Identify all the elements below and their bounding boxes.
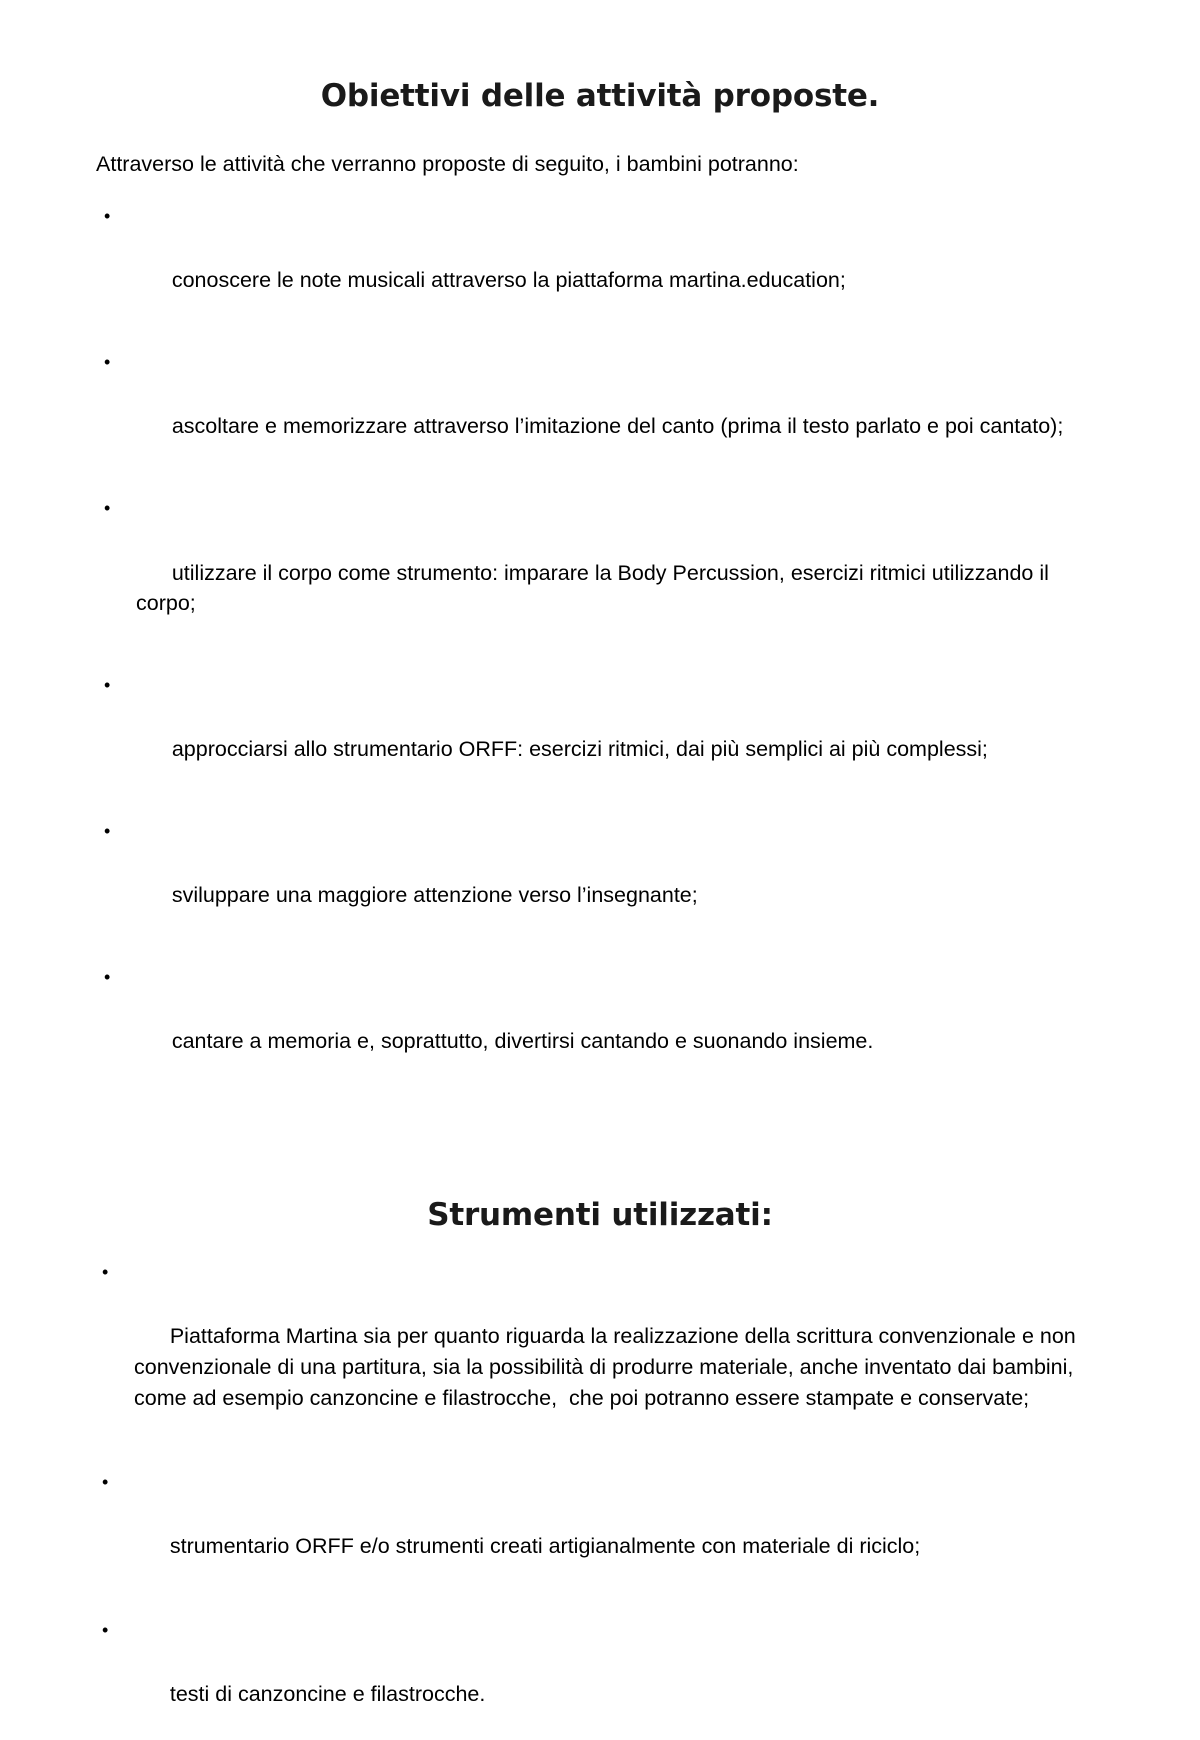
bullet-icon: • [104, 967, 111, 988]
list-item [96, 673, 1104, 795]
list-item-text: ascoltare e memorizzare attraverso l’imitazione del canto (prima il testo parlato e poi cantato); [171, 414, 1064, 439]
list-item [96, 496, 1104, 649]
bullet-icon: • [104, 675, 111, 696]
bullet-icon: • [102, 1619, 109, 1640]
list-item-text: sviluppare una maggiore attenzione verso l’insegnante; [171, 883, 698, 908]
list-item-text: testi di canzoncine e filastrocche. [169, 1681, 486, 1706]
bullet-icon: • [104, 206, 111, 227]
list-item-text: approcciarsi allo strumentario ORFF: esercizi ritmici, dai più semplici ai più complessi; [171, 737, 988, 762]
list-item [96, 1260, 1104, 1443]
bullet-icon: • [102, 1471, 109, 1492]
page-title-objectives: Obiettivi delle attività proposte. [320, 78, 880, 114]
list-item-text: cantare a memoria e, soprattutto, divertirsi cantando e suonando insieme. [171, 1029, 874, 1054]
bullet-icon: • [104, 352, 111, 373]
list-item [96, 350, 1104, 472]
objectives-intro-paragraph: Attraverso le attività che verranno proposte di seguito, i bambini potranno: [96, 152, 799, 177]
bullet-icon: • [104, 821, 111, 842]
list-item [96, 819, 1104, 941]
list-item-text: conoscere le note musicali attraverso la piattaforma martina.education; [171, 268, 846, 293]
list-item [96, 204, 1104, 326]
list-item-text: utilizzare il corpo come strumento: imparare la Body Percussion, esercizi ritmici utilizzando il corpo; [136, 560, 1055, 616]
page-title-instruments: Strumenti utilizzati: [427, 1197, 773, 1234]
instruments-list [96, 1234, 1104, 1739]
list-item-text: Piattaforma Martina sia per quanto riguarda la realizzazione della scrittura convenzionale e non convenzionale di una partitura, sia la possibilità di produrre materiale, anche inventato dai bambini, come ad esempio canzoncine e filastrocche, che poi potranno essere stampate e conservate; [134, 1324, 1086, 1410]
bullet-icon: • [104, 498, 111, 519]
list-item [96, 965, 1104, 1087]
list-item [96, 1618, 1104, 1740]
objectives-list [96, 180, 1104, 1087]
list-item [96, 1470, 1104, 1592]
bullet-icon: • [102, 1262, 109, 1283]
list-item-text: strumentario ORFF e/o strumenti creati artigianalmente con materiale di riciclo; [169, 1533, 921, 1558]
